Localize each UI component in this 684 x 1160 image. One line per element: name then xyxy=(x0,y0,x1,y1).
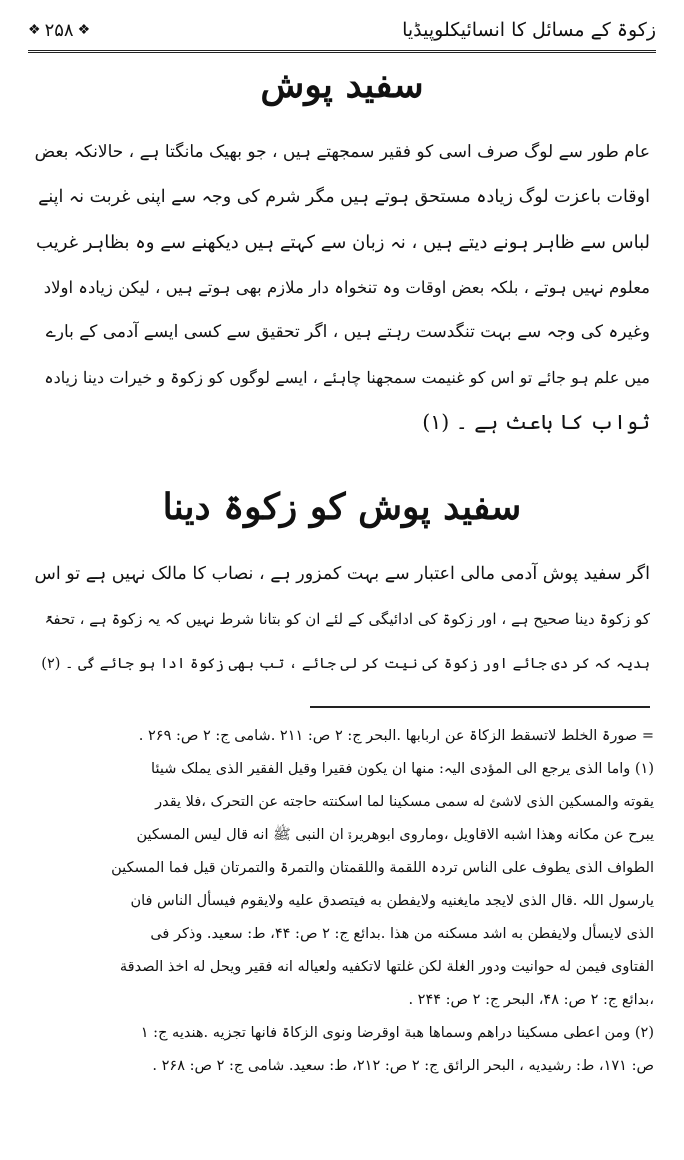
header-rule xyxy=(28,50,656,53)
footnote-line: یبرح عن مکانه وھذا اشبه الاقاویل ،وماروی ابوھریرۃ ان النبی ﷺ انه قال لیس المسکین xyxy=(136,827,654,843)
footnote-line: الذی لایسأل ولایفطن به اشد مسکنه من ھذا .بدائع ج: ۲ ص: ۴۴، ط: سعید. وذکر فی xyxy=(150,926,654,942)
body-line: میں علم ہو جائے تو اس کو غنیمت سمجھنا چاہئے ، ایسے لوگوں کو زکوۃ و خیرات دینا زیادہ xyxy=(44,368,650,387)
section-body xyxy=(34,552,650,687)
running-header xyxy=(28,14,656,46)
footnote-line: = صورۃ الخلط لاتسقط الزکاۃ عن اربابھا .البحر ج: ۲ ص: ۲۱۱ .شامی ج: ۲ ص: ۲۶۹ . xyxy=(138,728,654,744)
footnote-line: الطواف الذی یطوف علی الناس تردہ اللقمة واللقمتان والتمرۃ والتمرتان قیل فما المسکین xyxy=(111,860,654,876)
footnote-rule xyxy=(310,706,650,708)
footnote-line: (۱) واما الذی یرجع الی المؤدی الیہ: منھا ان یکون فقیرا وقیل الفقیر الذی یملک شیئا xyxy=(151,761,654,777)
section-body xyxy=(34,130,650,445)
body-line: وغیرہ کی وجہ سے بہت تنگدست رہتے ہیں ، اگر تحقیق سے کسی ایسے آدمی کے بارے xyxy=(45,322,650,342)
section-heading: سفید پوش xyxy=(260,64,424,106)
footnote-line: (۲) ومن اعطی مسکینا دراھم وسماھا ھبة اوقرضا ونوی الزکاۃ فانھا تجزیه .ھندیه ج: ۱ xyxy=(140,1025,654,1041)
book-title: زکوۃ کے مسائل کا انسائیکلوپیڈیا xyxy=(402,19,656,41)
body-line: اگر سفید پوش آدمی مالی اعتبار سے بہت کمزور ہے ، نصاب کا مالک نہیں ہے تو اس xyxy=(34,564,650,584)
footnote-line: الفتاوی فیمن له حوانیت ودور الغلة لکن غلتھا لاتکفیه ولعیاله انه فقیر ویحل له اخذ الصدقة xyxy=(119,959,654,975)
page-number-box xyxy=(28,20,90,41)
footnotes xyxy=(30,720,654,1083)
footnote-line: یقوته والمسکین الذی لاشئ له سمی مسکینا لما اسکنته حاجته عن التحرک ،فلا یقدر xyxy=(155,794,654,810)
footnote-line: یارسول اللہ .قال الذی لایجد مایغنیه ولایفطن به فیتصدق علیه ولایقوم فیسأل الناس فان xyxy=(130,893,654,909)
ornament-left-icon: ❖ xyxy=(28,22,41,38)
section-heading: سفید پوش کو زکوۃ دینا xyxy=(162,486,522,528)
footnote-line: ،بدائع ج: ۲ ص: ۴۸، البحر ج: ۲ ص: ۲۴۴ . xyxy=(408,992,654,1008)
body-line: اوقات باعزت لوگ زیادہ مستحق ہوتے ہیں مگر شرم کی وجہ سے اپنی غربت نہ اپنے xyxy=(38,187,650,207)
body-line: ہدیہ کہ کر دی جائے اور زکوۃ کی نیت کر لی جائے ، تب بھی زکوۃ ادا ہو جائے گی ۔ (۲) xyxy=(41,656,650,672)
body-line: ثواب کا باعث ہے ۔ (۱) xyxy=(422,410,650,434)
body-line: لباس سے ظاہر ہونے دیتے ہیں ، نہ زبان سے کہتے ہیں دیکھنے سے وہ بظاہر غریب xyxy=(36,232,650,253)
body-line: کو زکوۃ دینا صحیح ہے ، اور زکوۃ کی ادائیگی کے لئے ان کو بتانا شرط نہیں کہ یہ زکوۃ ہے ، تحفۃً xyxy=(44,610,650,628)
ornament-right-icon: ❖ xyxy=(77,22,91,38)
body-line: عام طور سے لوگ صرف اسی کو فقیر سمجھتے ہیں ، جو بھیک مانگتا ہے ، حالانکہ بعض xyxy=(34,142,650,162)
page-number: ۲۵۸ xyxy=(44,19,74,41)
footnote-line: ص: ۱۷۱، ط: رشیدیه ، البحر الرائق ج: ۲ ص: ۲۱۲، ط: سعید. شامی ج: ۲ ص: ۲۶۸ . xyxy=(152,1058,654,1074)
body-line: معلوم نہیں ہوتے ، بلکہ بعض اوقات وہ تنخواہ دار ملازم بھی ہوتے ہیں ، لیکن زیادہ اولاد xyxy=(43,278,650,297)
